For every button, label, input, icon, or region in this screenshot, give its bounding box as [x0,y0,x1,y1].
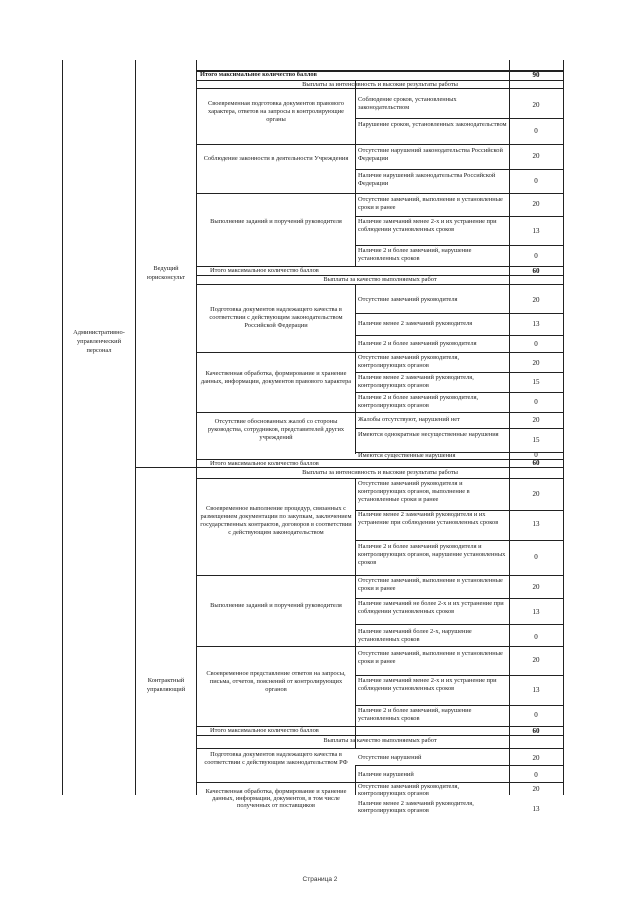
score-value: 20 [532,359,540,367]
row-divider [196,284,563,285]
section-header: Выплаты за интенсивность и высокие результаты работы [302,469,458,476]
indicator-text: Наличие менее 2 замечаний руководителя, контролирующих органов [358,800,474,814]
row-divider [355,598,563,599]
indicator-text: Отсутствие замечаний руководителя и контролирующих органов, выполнение в установленные сроки и ранее [358,480,470,503]
total-label: Итого максимальное количество баллов [210,460,319,467]
position-column-border [196,60,197,795]
score-value: 0 [534,177,538,185]
indicator-text: Наличие 2 и более замечаний, нарушение установленных сроков [358,247,472,262]
criterion-text: Своевременная подготовка документов правового характера, ответов на запросы в контролирующие органы [208,100,344,123]
score-value: 0 [534,451,538,459]
score-value: 13 [532,686,540,694]
indicator-text: Отсутствие замечаний, выполнение в установленные сроки и ранее [358,196,503,211]
score-value: 13 [532,608,540,616]
score-value: 20 [532,152,540,160]
score-value: 20 [532,656,540,664]
section-header: Выплаты за качество выполняемых работ [323,737,437,744]
row-divider [355,675,563,676]
row-divider [355,765,563,766]
row-divider [196,575,563,576]
indicator-text: Жалобы отсутствуют, нарушений нет [358,416,460,423]
indicator-text: Нарушение сроков, установленных законодательством [358,121,507,128]
row-divider [196,478,563,479]
score-value: 0 [534,711,538,719]
row-divider [355,392,563,393]
criterion-text: Выполнение заданий и поручений руководителя [210,218,342,225]
criterion-text: Подготовка документов надлежащего качества в соответствии с действующим законодательством Российской Федерации [209,306,343,329]
row-divider [196,144,563,145]
score-value: 20 [532,296,540,304]
score-value: 13 [532,227,540,235]
indicator-text: Наличие замечаний не более 2-х и их устранение при соблюдении установленных сроков [358,600,504,615]
row-divider [196,352,563,353]
row-divider [355,118,563,119]
page-number: Страница 2 [302,876,338,883]
row-divider [355,245,563,246]
row-divider [196,412,563,413]
row-divider [196,748,563,749]
indicator-text: Отсутствие нарушений [358,754,422,761]
score-value: 13 [532,320,540,328]
position-label: Ведущий юрисконсульт [147,265,185,281]
outer-right-border [563,60,564,795]
section-header: Выплаты за качество выполняемых работ [323,276,437,283]
score-value: 20 [532,101,540,109]
score-value: 15 [532,378,540,386]
indicator-text: Отсутствие замечаний руководителя, контролирующих органов [358,354,460,369]
row-divider [196,193,563,194]
indicator-text: Наличие менее 2 замечаний руководителя и их устранение при соблюдении установленных сроков [358,511,499,526]
row-divider [355,372,563,373]
indicator-text: Наличие 2 и более замечаний, нарушение установленных сроков [358,707,472,722]
criterion-text: Выполнение заданий и поручений руководителя [210,602,342,609]
section-header: Выплаты за интенсивность и высокие результаты работы [302,81,458,88]
row-divider [355,216,563,217]
total-value: 60 [532,267,540,275]
indicator-text: Наличие замечаний более 2-х, нарушение установленных сроков [358,628,472,643]
criterion-text: Отсутствие обоснованных жалоб со стороны руководства, сотрудников, представителей других учреждений [207,418,345,441]
indicator-text: Наличие менее 2 замечаний руководителя [358,320,473,327]
indicator-text: Имеются существенные нарушения [358,452,456,459]
indicator-text: Отсутствие замечаний руководителя [358,296,458,303]
total-label: Итого максимальное количество баллов [210,267,319,274]
row-divider [196,735,563,736]
row-divider [355,624,563,625]
score-value: 20 [532,416,540,424]
score-value: 0 [534,252,538,260]
criterion-text: Подготовка документов надлежащего качества в соответствии с действующим законодательством РФ [204,751,348,766]
criteria-column-border [355,765,356,795]
criteria-column-border [355,80,356,266]
score-value: 20 [532,583,540,591]
row-divider [355,169,563,170]
score-value: 0 [534,398,538,406]
score-value: 13 [532,805,540,813]
score-value: 15 [532,436,540,444]
indicator-text: Наличие 2 и более замечаний руководителя, контролирующих органов [358,394,479,409]
score-value: 0 [534,633,538,641]
score-value: 20 [532,200,540,208]
position-label: Контрактный управляющий [146,677,186,693]
criterion-text: Качественная обработка, формирование и хранение данных, информации, документов правового характера [200,370,352,385]
row-divider [355,335,563,336]
indicator-text: Отсутствие замечаний руководителя, контролирующих органов [358,783,460,797]
criterion-text: Соблюдение законности в деятельности Учреждения [203,155,349,162]
criteria-column-border [355,478,356,748]
total-label: Итого максимальное количество баллов [200,71,317,78]
total-value: 60 [532,459,540,467]
score-value: 20 [532,754,540,762]
score-value: 13 [532,520,540,528]
outer-left-border [62,60,63,795]
row-divider [355,540,563,541]
staff-category-label: Административно-управленческий персонал [73,329,125,354]
row-divider [355,705,563,706]
score-value: 20 [532,785,540,793]
row-divider [196,646,563,647]
total-value: 60 [532,727,540,735]
indicator-text: Наличие 2 и более замечаний руководителя и контролирующих органов, нарушение установленных сроков [358,543,506,566]
score-value: 0 [534,553,538,561]
total-label: Итого максимальное количество баллов [210,727,319,734]
criterion-text: Качественная обработка, формирование и хранение данных, информации, документов, в том числе полученных от поставщиков [205,788,347,809]
row-divider [355,313,563,314]
indicator-text: Соблюдение сроков, установленных законодательством [358,96,457,111]
indicator-text: Отсутствие замечаний, выполнение в установленные сроки и ранее [358,577,503,592]
total-value: 90 [532,71,540,79]
criterion-text: Своевременное выполнение процедур, связанных с размещением документации по закупкам, заключением государственных контрактов, договоров в соответствии с действующим законодательством [200,505,352,536]
criterion-text: Своевременное представление ответов на запросы, письма, отчетов, пояснений от контролирующих органов [206,670,346,693]
indicator-text: Наличие нарушений законодательства Российской Федерации [358,172,496,187]
indicator-text: Наличие замечаний менее 2-х и их устранение при соблюдении установленных сроков [358,677,497,692]
indicator-text: Отсутствие нарушений законодательства Российской Федерации [358,147,503,162]
indicator-text: Отсутствие замечаний, выполнение в установленные сроки и ранее [358,650,503,665]
indicator-text: Наличие 2 и более замечаний руководителя [358,340,477,347]
score-value: 20 [532,490,540,498]
indicator-text: Имеются однократные несущественные нарушения [358,431,499,438]
indicator-text: Наличие менее 2 замечаний руководителя, контролирующих органов [358,374,474,389]
score-value: 0 [534,771,538,779]
score-value: 0 [534,127,538,135]
row-divider [136,467,563,468]
row-divider [355,428,563,429]
indicator-text: Наличие замечаний менее 2-х и их устранение при соблюдении установленных сроков [358,218,497,233]
score-value: 0 [534,340,538,348]
indicator-text: Наличие нарушений [358,771,414,778]
category-column-border [135,60,136,795]
